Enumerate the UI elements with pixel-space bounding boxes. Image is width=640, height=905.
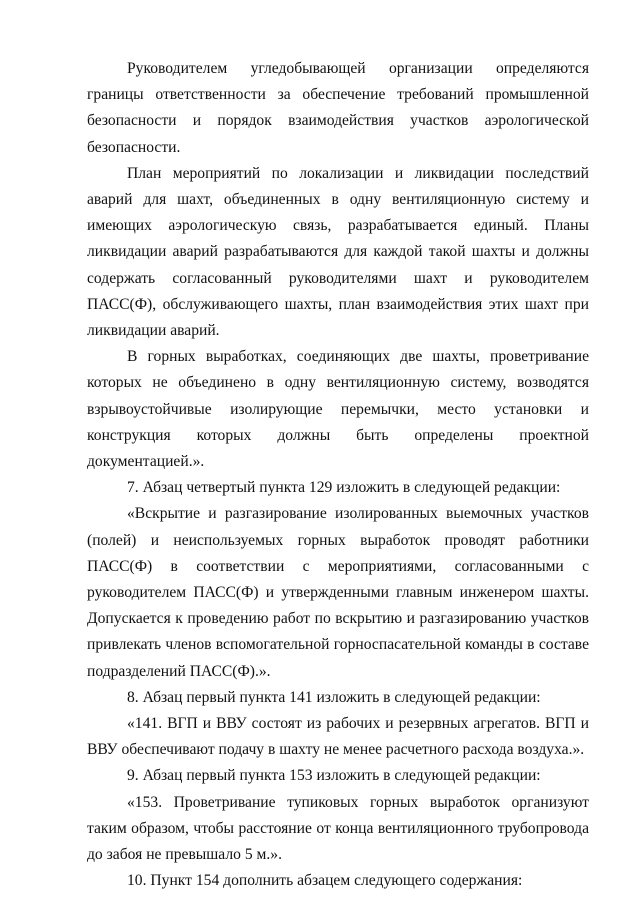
paragraph-responsibility: Руководителем угледобывающей организации определяются границы ответственности за обеспечение требований промышленной безопасности и порядок взаимодействия участков аэрологической безопасности. <box>87 60 589 156</box>
paragraph-amendment-10: 10. Пункт 154 дополнить абзацем следующего содержания: <box>127 872 523 890</box>
paragraph-amendment-9: 9. Абзац первый пункта 153 изложить в следующей редакции: <box>127 767 541 785</box>
paragraph-item-153-text: «153. Проветривание тупиковых горных выработок организуют таким образом, чтобы расстояние от конца вентиляционного трубопровода до забоя не превышало 5 м.». <box>87 793 589 864</box>
document-body <box>87 56 589 895</box>
paragraph-emergency-plan: План мероприятий по локализации и ликвидации последствий аварий для шахт, объединенных в одну вентиляционную систему и имеющих аэрологическую связь, разрабатывается единый. Планы ликвидации аварий разрабатываются для каждой такой шахты и должны содержать согласованный руководителями шахт и руководителем ПАСС(Ф), обслуживающего шахты, план взаимодействия этих шахт при ликвидации аварий. <box>87 164 589 340</box>
paragraph-amendment-7: 7. Абзац четвертый пункта 129 изложить в следующей редакции: <box>127 479 561 497</box>
paragraph-isolating-barriers: В горных выработках, соединяющих две шахты, проветривание которых не объединено в одну вентиляционную систему, возводятся взрывоустойчивые изолирующие перемычки, место установки и конструкция которых должны быть определены проектной документацией.». <box>87 348 589 471</box>
paragraph-item-141-text: «141. ВГП и ВВУ состоят из рабочих и резервных агрегатов. ВГП и ВВУ обеспечивают подачу в шахту не менее расчетного расхода воздуха.». <box>87 715 589 759</box>
paragraph-amendment-8: 8. Абзац первый пункта 141 изложить в следующей редакции: <box>127 688 541 706</box>
paragraph-item-129-text: «Вскрытие и разгазирование изолированных выемочных участков (полей) и неиспользуемых горных выработок проводят работники ПАСС(Ф) в соответствии с мероприятиями, согласованными с руководителем ПАСС(Ф) и утвержденными главным инженером шахты. Допускается к проведению работ по вскрытию и разгазированию участков привлекать членов вспомогательной горноспасательной команды в составе подразделений ПАСС(Ф).». <box>87 505 589 680</box>
